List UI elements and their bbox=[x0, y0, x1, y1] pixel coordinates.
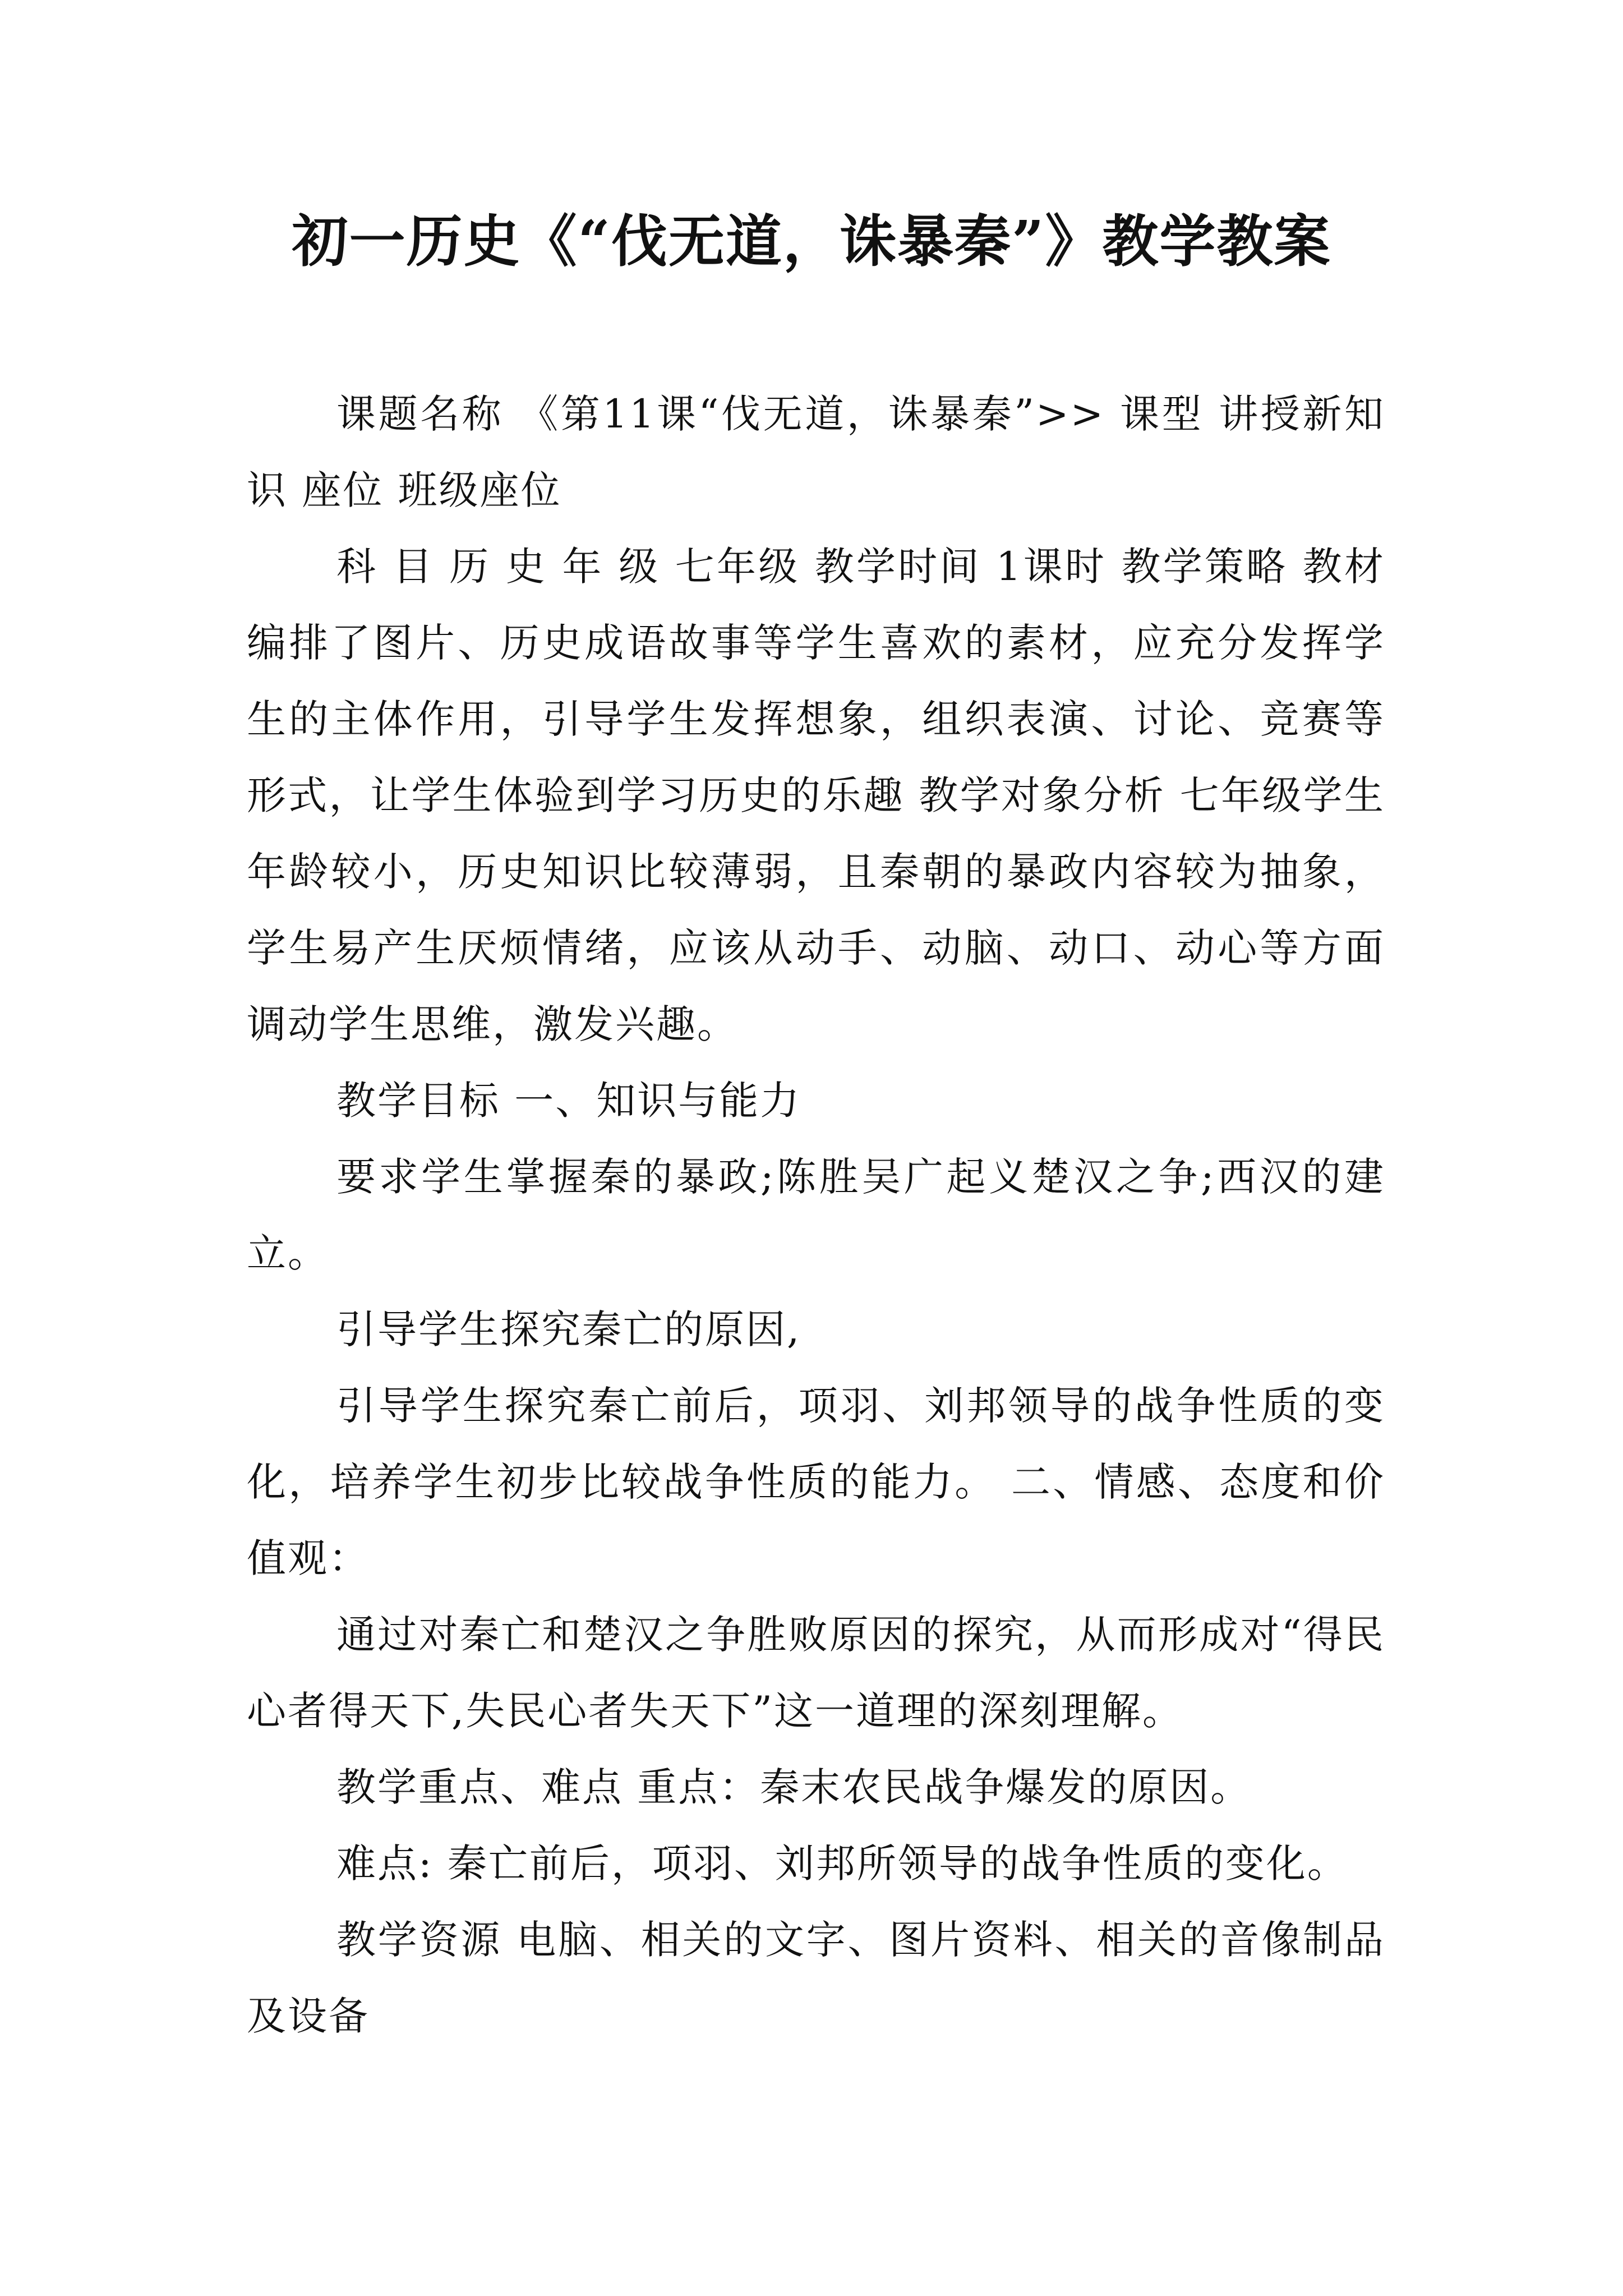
document-body bbox=[247, 376, 1385, 2054]
paragraph-explore-causes: 引导学生探究秦亡的原因, bbox=[336, 1306, 801, 1352]
paragraph-difficulties: 难点: 秦亡前后，项羽、刘邦所领导的战争性质的变化。 bbox=[336, 1841, 1348, 1887]
paragraph-knowledge-requirements: 要求学生掌握秦的暴政;陈胜吴广起义楚汉之争;西汉的建立。 bbox=[247, 1154, 1385, 1276]
paragraph-key-points: 教学重点、难点 重点：秦末农民战争爆发的原因。 bbox=[336, 1764, 1252, 1810]
paragraph-values: 通过对秦亡和楚汉之争胜败原因的探究，从而形成对“得民心者得天下,失民心者失天下”这一道理的深刻理解。 bbox=[247, 1612, 1385, 1734]
paragraph-war-nature: 引导学生探究秦亡前后，项羽、刘邦领导的战争性质的变化，培养学生初步比较战争性质的能力。 二、情感、态度和价值观： bbox=[247, 1383, 1385, 1581]
paragraph-teaching-goals: 教学目标 一、知识与能力 bbox=[336, 1078, 801, 1124]
paragraph-subject-strategy: 科 目 历 史 年 级 七年级 教学时间 1课时 教学策略 教材编排了图片、历史成语故事等学生喜欢的素材，应充分发挥学生的主体作用，引导学生发挥想象，组织表演、讨论、竞赛等形式，让学生体验到学习历史的乐趣 教学对象分析 七年级学生年龄较小，历史知识比较薄弱，且秦朝的暴政内容较为抽象，学生易产生厌烦情绪，应该从动手、动脑、动口、动心等方面调动学生思维，激发兴趣。 bbox=[247, 544, 1385, 1047]
paragraph-resources: 教学资源 电脑、相关的文字、图片资料、相关的音像制品及设备 bbox=[247, 1917, 1385, 2039]
paragraph-lesson-info: 课题名称 《第11课“伐无道，诛暴秦”>> 课型 讲授新知识 座位 班级座位 bbox=[247, 391, 1385, 513]
document-title: 初一历史《“伐无道，诛暴秦”》教学教案 bbox=[292, 208, 1331, 274]
